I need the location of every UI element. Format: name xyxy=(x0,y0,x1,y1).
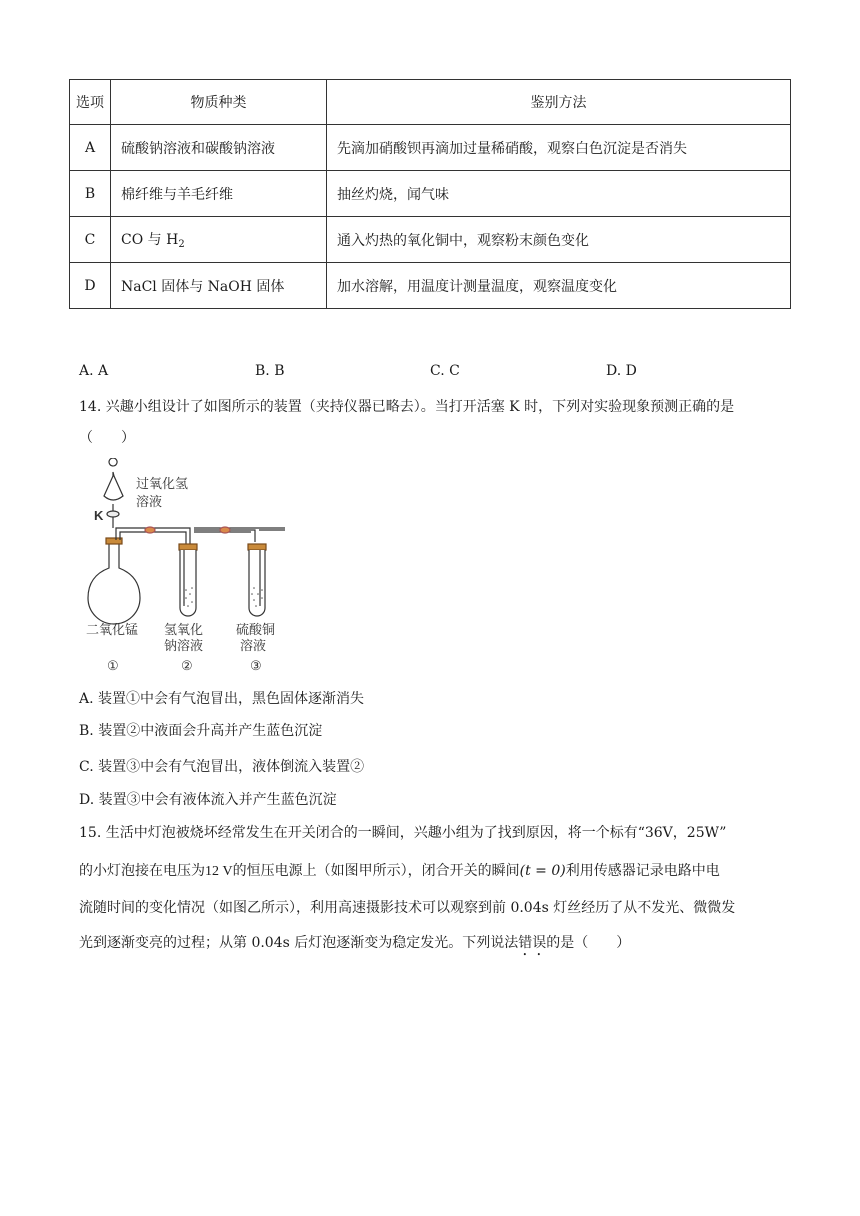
table-row xyxy=(70,171,791,217)
header-substances: 物质种类 xyxy=(111,80,327,125)
table-row xyxy=(70,125,791,171)
label-2b: 钠溶液 xyxy=(164,638,204,653)
funnel-label-2: 溶液 xyxy=(136,494,163,509)
q14-option-c[interactable]: C. 装置③中会有气泡冒出，液体倒流入装置② xyxy=(79,759,365,775)
label-3b: 溶液 xyxy=(240,638,267,653)
q15-line3: 流随时间的变化情况（如图乙所示），利用高速摄影技术可以观察到前 0.04s 灯丝经历了从不发光、微微发 xyxy=(79,900,736,916)
valve-label: K xyxy=(94,508,104,523)
stopper-2 xyxy=(179,544,197,550)
funnel-body xyxy=(104,472,123,500)
label-3a: 硫酸铜 xyxy=(236,622,276,637)
num-1: ① xyxy=(107,658,119,673)
substances-formula: CO 与 H xyxy=(121,232,179,248)
test-tube-3 xyxy=(249,550,265,616)
row-option: B xyxy=(70,171,111,217)
option-b[interactable]: B. B xyxy=(255,363,285,379)
funnel-stopper xyxy=(109,458,117,466)
q13-options xyxy=(79,363,779,383)
option-c[interactable]: C. C xyxy=(430,363,460,379)
num-3: ③ xyxy=(250,658,262,673)
emphasis-error: 错误 xyxy=(518,935,547,951)
row-substances: 棉纤维与羊毛纤维 xyxy=(111,171,327,217)
row-option: A xyxy=(70,125,111,171)
q14-option-d[interactable]: D. 装置③中会有液体流入并产生蓝色沉淀 xyxy=(79,792,337,808)
q14-apparatus-figure xyxy=(80,458,310,678)
q14-stem-line2: （ ） xyxy=(79,430,135,446)
row-method: 加水溶解，用温度计测量温度，观察温度变化 xyxy=(327,263,791,309)
row-method: 抽丝灼烧，闻气味 xyxy=(327,171,791,217)
row-option: C xyxy=(70,217,111,263)
voltage: 12 V xyxy=(205,864,233,879)
row-substances: NaCl 固体与 NaOH 固体 xyxy=(111,263,327,309)
q14-stem-line1: 14. 兴趣小组设计了如图所示的装置（夹持仪器已略去）。当打开活塞 K 时，下列对实验现象预测正确的是 xyxy=(79,399,735,415)
q15-line4: 光到逐渐变亮的过程；从第 0.04s 后灯泡逐渐变为稳定发光。下列说法错误的是（ ） xyxy=(79,935,631,951)
header-option: 选项 xyxy=(70,80,111,125)
q15-line1: 15. 生活中灯泡被烧坏经常发生在开关闭合的一瞬间，兴趣小组为了找到原因，将一个标有“36V，25W” xyxy=(79,825,727,841)
row-method: 通入灼热的氧化铜中，观察粉末颜色变化 xyxy=(327,217,791,263)
table-header-row xyxy=(70,80,791,125)
identification-table xyxy=(69,79,791,309)
table-row xyxy=(70,263,791,309)
header-method: 鉴别方法 xyxy=(327,80,791,125)
row-substances xyxy=(111,217,327,263)
stopper-3 xyxy=(248,544,266,550)
option-a[interactable]: A. A xyxy=(79,363,109,379)
q15-line2: 的小灯泡接在电压为12 V的恒压电源上（如图甲所示），闭合开关的瞬间(t = 0)利用传感器记录电路中电 xyxy=(79,863,720,879)
table-row xyxy=(70,217,791,263)
num-2: ② xyxy=(181,658,193,673)
round-bottom-flask xyxy=(88,540,140,624)
option-d[interactable]: D. D xyxy=(606,363,637,379)
row-option: D xyxy=(70,263,111,309)
q14-option-a[interactable]: A. 装置①中会有气泡冒出，黑色固体逐渐消失 xyxy=(79,691,365,707)
label-1: 二氧化锰 xyxy=(86,622,139,637)
row-method: 先滴加硝酸钡再滴加过量稀硝酸，观察白色沉淀是否消失 xyxy=(327,125,791,171)
label-2a: 氢氧化 xyxy=(164,622,204,637)
funnel-label-1: 过氧化氢 xyxy=(136,476,189,491)
q14-option-b[interactable]: B. 装置②中液面会升高并产生蓝色沉淀 xyxy=(79,723,323,739)
subscript: 2 xyxy=(178,239,185,250)
time-zero: (t = 0) xyxy=(519,863,566,879)
row-substances: 硫酸钠溶液和碳酸钠溶液 xyxy=(111,125,327,171)
